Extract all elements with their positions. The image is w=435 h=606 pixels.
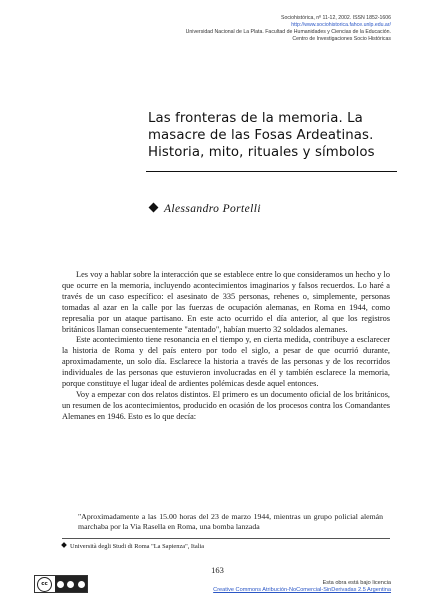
license-notice [213,580,391,595]
article-title [148,110,418,161]
author-name: Alessandro Portelli [164,203,261,215]
footnote-text: Università degli Studi di Roma "La Sapienza", Italia [70,543,205,550]
citation-line: Sociohistórica, nº 11-12, 2002. ISSN 1852-1606 [281,15,391,21]
article-body [62,270,390,423]
diamond-bullet-icon [61,542,67,548]
title-divider [146,171,397,172]
creative-commons-badge[interactable] [34,575,88,593]
institution-line: Universidad Nacional de La Plata. Facultad de Humanidades y Ciencias de la Educación. [185,29,391,35]
license-link[interactable]: Creative Commons Atribución-NoComercial-SinDerivadas 2.5 Argentina [213,587,391,594]
center-line: Centro de Investigaciones Socio Históricas [292,36,391,42]
title-line-2: masacre de las Fosas Ardeatinas. [148,128,374,143]
by-icon [57,581,64,588]
block-quote [78,512,383,533]
license-icons-strip [55,576,87,592]
title-line-1: Las fronteras de la memoria. La [148,111,363,126]
diamond-bullet-icon [149,203,159,213]
paragraph-1: Les voy a hablar sobre la interacción que se establece entre lo que consideramos un hecho y lo que ocurre en la memoria, incluyendo acontecimientos imaginarios y falsos recuerdos. Lo haré a través de un caso específico: el asesinato de 335 personas, rehenes o, simplemente, personas tomadas al azar en la calle por las fuerzas de ocupación alemanas, en Roma en 1944, como represalia por un ataque partisano. En este acto ocurrido el día anterior, al que los registros británicos llaman consecuentemente "atentado", habían muerto 32 soldados alemanes. [62,270,390,334]
footnote-divider [62,538,390,539]
author-line [148,203,261,215]
journal-url-link[interactable]: http://www.sociohistorica.fahce.unlp.edu.ar/ [291,22,391,28]
nd-icon [78,581,85,588]
license-line: Esta obra está bajo licencia [322,580,391,586]
quote-text: "Aproximadamente a las 15.00 horas del 23 de marzo 1944, mientras un grupo policial alemán marchaba por la Via Rasella en Roma, una bomba lanzada [78,512,383,532]
paragraph-3: Voy a empezar con dos relatos distintos. El primero es un documento oficial de los británicos, un resumen de los acontecimientos, producido en ocasión de los procesos contra los Comandantes Alemanes en 1946. Esto es lo que decía: [62,389,390,421]
title-line-3: Historia, mito, rituales y símbolos [148,145,375,160]
footnote [62,543,392,551]
cc-icon: cc [37,577,52,592]
page-number: 163 [211,565,224,575]
nc-icon [67,581,74,588]
journal-header [71,15,391,43]
paragraph-2: Este acontecimiento tiene resonancia en el tiempo y, en cierta medida, contribuye a esclarecer la historia de Roma y del país entero por todo el siglo, a pesar de que ocurrió durante, aproximadamente, un solo día. Esclarece la historia a través de las personas y de los recorridos individuales de las personas que estuvieron involucradas en él y también esclarece la memoria, porque constituye el lugar ideal de ardientes polémicas desde aquel entonces. [62,335,390,389]
